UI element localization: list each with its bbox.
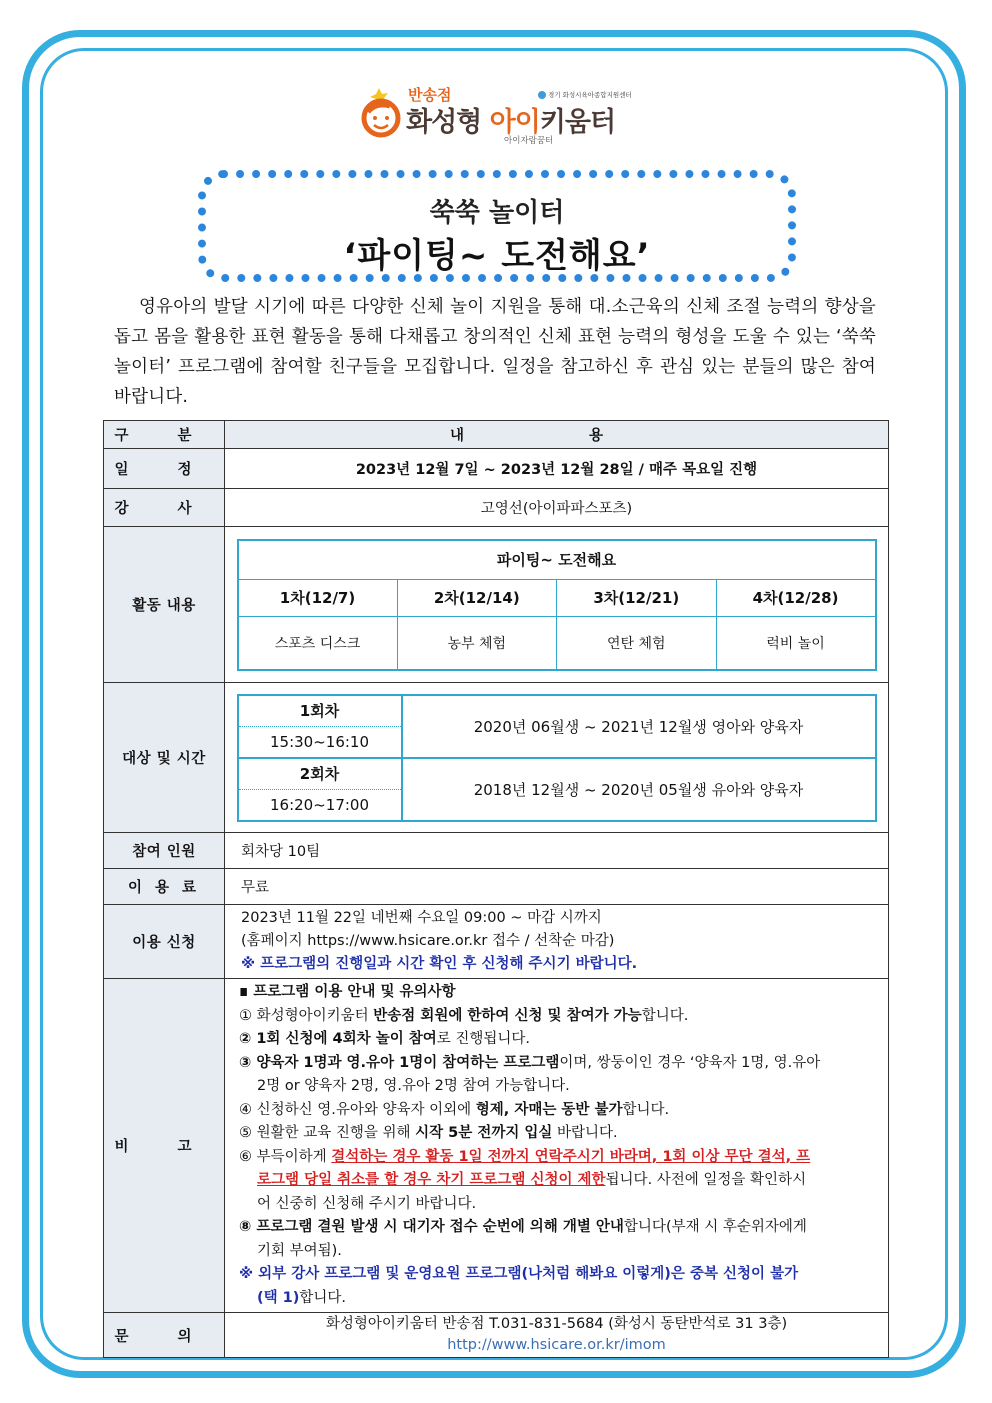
logo-sub: 아이자람꿈터 [504,136,554,146]
target-table [237,694,877,822]
notes-cell [225,979,889,1313]
participants-row [104,833,889,869]
note-2: ② 1회 신청에 4회차 놀이 참여로 진행됩니다. [239,1031,531,1047]
title-line2: ‘파이팅~ 도전해요’ [343,236,651,276]
session-time: 15:30~16:10 [238,726,402,758]
instructor-value: 고영선(아이파파스포츠) [225,489,889,527]
note-4: ④ 신청하신 영.유아와 양육자 이외에 형제, 자매는 동반 불가합니다. [239,1101,670,1118]
note-6-end: 어 신중히 신청해 주시기 바랍니다. [257,1195,477,1212]
notes-row [104,979,889,1313]
activity-title: 파이팅~ 도전해요 [238,540,876,580]
info-table [103,420,889,1358]
child-face-icon [356,88,406,138]
apply-line3: ※ 프로그램의 진행일과 시간 확인 후 신청해 주시기 바랍니다. [241,956,638,972]
note-6-cont: 로그램 당일 취소를 할 경우 차기 프로그램 신청이 제한됩니다. 사전에 일정을 확인하시 [257,1172,807,1188]
activity-name: 스포츠 디스크 [238,616,398,670]
activity-round: 3차(12/21) [557,579,717,616]
logo-branch: 반송점 [408,86,452,104]
intro-paragraph [114,292,876,412]
center-logo-icon [538,91,546,99]
notes-head: ∎ 프로그램 이용 안내 및 유의사항 [239,984,456,1000]
target-row [104,683,889,833]
contact-row [104,1313,889,1358]
activity-name: 농부 체험 [397,616,557,670]
activity-round: 2차(12/14) [397,579,557,616]
session-name: 2회차 [238,758,402,790]
logo-brand-a: 화성형 [406,107,482,138]
contact-label: 문 의 [104,1313,225,1358]
note-8: ⑧ 프로그램 결원 발생 시 대기자 접수 순번에 의해 개별 안내합니다(부재 시 후순위자에게 [239,1219,807,1235]
activity-cell [225,527,889,683]
note-6: ⑥ 부득이하게 결석하는 경우 활동 1일 전까지 연락주시기 바라며, 1회 이상 무단 결석, 프 [239,1148,811,1165]
fee-row [104,869,889,905]
fee-value: 무료 [225,869,889,905]
header-content: 내 용 [225,421,889,449]
fee-label: 이 용 료 [104,869,225,905]
target-label: 대상 및 시간 [104,683,225,833]
note-3: ③ 양육자 1명과 영.유아 1명이 참여하는 프로그램이며, 쌍둥이인 경우 ‘양육자 1명, 영.유아 [239,1054,821,1071]
activity-table [237,539,877,671]
intro-text: 영유아의 발달 시기에 따른 다양한 신체 놀이 지원을 통해 대.소근육의 신체 조절 능력의 향상을 돕고 몸을 활용한 표현 활동을 통해 다채롭고 창의적인 신체 표현 능력의 형성을 도울 수 있는 ‘쑥쑥 놀이터’ 프로그램에 참여할 친구들을 모집합니다. 일정을 참고하신 후 관심 있는 분들의 많은 참여 바랍니다. [114,297,876,407]
note-3-cont: 2명 or 양육자 2명, 영.유아 2명 참여 가능합니다. [257,1078,570,1094]
schedule-label: 일 정 [104,449,225,489]
note-8-cont: 기회 부여됨). [257,1242,342,1259]
apply-line2: (홈페이지 https://www.hsicare.or.kr 접수 / 선착순 마감) [241,933,615,949]
target-cell [225,683,889,833]
activity-round: 4차(12/28) [716,579,876,616]
note-5: ⑤ 원활한 교육 진행을 위해 시작 5분 전까지 입실 바랍니다. [239,1125,618,1141]
schedule-value: 2023년 12월 7일 ~ 2023년 12월 28일 / 매주 목요일 진행 [225,449,889,489]
instructor-row [104,489,889,527]
contact-cell [225,1313,889,1358]
participants-label: 참여 인원 [104,833,225,869]
activity-row [104,527,889,683]
session-desc: 2020년 06월생 ~ 2021년 12월생 영아와 양육자 [402,695,876,758]
activity-label: 활동 내용 [104,527,225,683]
center-logo [538,90,632,99]
title-line1: 쑥쑥 놀이터 [429,198,565,228]
schedule-row [104,449,889,489]
note-1: ① 화성형아이키움터 반송점 회원에 한하여 신청 및 참여가 가능합니다. [239,1007,689,1024]
activity-round: 1차(12/7) [238,579,398,616]
session-name: 1회차 [238,695,402,727]
apply-label: 이용 신청 [104,905,225,979]
instructor-label: 강 사 [104,489,225,527]
contact-link[interactable]: http://www.hsicare.or.kr/imom [447,1337,666,1353]
apply-line1: 2023년 11월 22일 네번째 수요일 09:00 ~ 마감 시까지 [241,910,602,926]
header-row [104,421,889,449]
center-logo-text: 경기 화성시육아종합지원센터 [548,91,632,99]
logo-brand-c: 키움터 [539,107,616,138]
apply-cell [225,905,889,979]
activity-name: 럭비 놀이 [716,616,876,670]
notes-label: 비 고 [104,979,225,1313]
note-star: ※ 외부 강사 프로그램 및 운영요원 프로그램(나처럼 해봐요 이렇게)은 중복 신청이 불가 [239,1266,799,1282]
apply-row [104,905,889,979]
note-star-cont: (택 1)합니다. [257,1289,347,1306]
logo [356,78,646,148]
logo-brand-b: 아이 [489,107,540,138]
session-desc: 2018년 12월생 ~ 2020년 05월생 유아와 양육자 [402,758,876,821]
session-time: 16:20~17:00 [238,789,402,821]
activity-name: 연탄 체험 [557,616,717,670]
header-label: 구 분 [104,421,225,449]
title-box [198,170,796,282]
participants-value: 회차당 10팀 [225,833,889,869]
contact-line1: 화성형아이키움터 반송점 T.031-831-5684 (화성시 동탄반석로 31 3층) [325,1316,788,1332]
